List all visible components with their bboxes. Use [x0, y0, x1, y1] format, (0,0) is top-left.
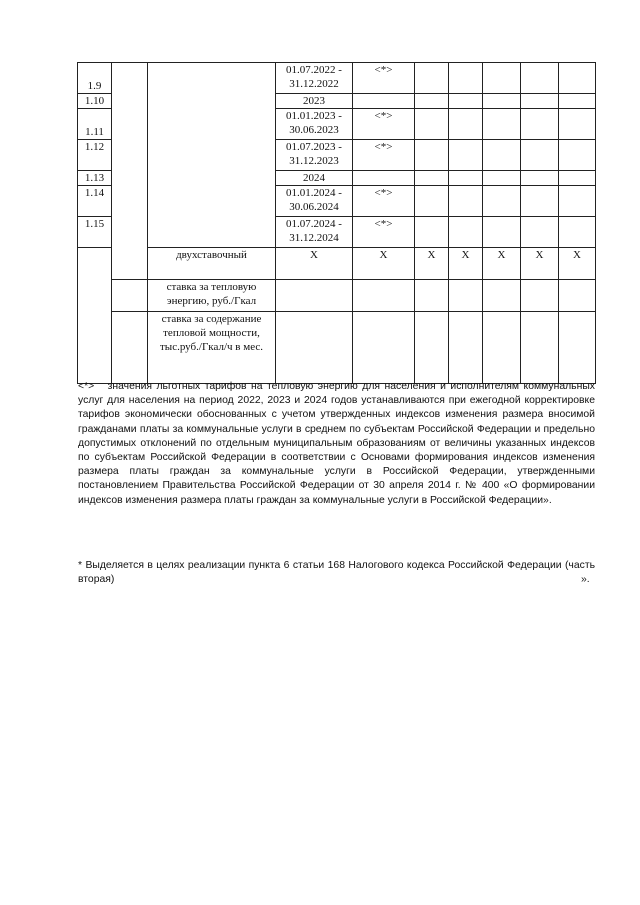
- blank-cell: [112, 312, 148, 384]
- x-mark: X: [483, 248, 521, 280]
- row-number: 1.10: [78, 94, 112, 109]
- value-cell: <*>: [353, 109, 415, 140]
- table-row: [78, 248, 596, 280]
- blank-cell: [78, 248, 112, 384]
- period-cell: 01.01.2024 - 30.06.2024: [276, 186, 353, 217]
- closing-quote: ».: [581, 574, 590, 585]
- x-mark: X: [353, 248, 415, 280]
- period-cell: 2024: [276, 171, 353, 186]
- blank-cell: [148, 63, 276, 248]
- x-mark: X: [415, 248, 449, 280]
- period-cell: 2023: [276, 94, 353, 109]
- value-cell: <*>: [353, 63, 415, 94]
- tariff-table: [77, 62, 596, 384]
- row-number: 1.11: [78, 109, 112, 140]
- row-number: 1.9: [78, 63, 112, 94]
- x-mark: X: [276, 248, 353, 280]
- table-row: [78, 63, 596, 94]
- x-mark: X: [521, 248, 559, 280]
- value-cell: <*>: [353, 140, 415, 171]
- row-number: 1.14: [78, 186, 112, 217]
- energy-rate-label: ставка за тепловую энергию, руб./Гкал: [148, 280, 276, 312]
- value-cell: <*>: [353, 217, 415, 248]
- two-rate-label: двухставочный: [148, 248, 276, 280]
- footnote-text: значения льготных тарифов на тепловую энергию для населения и исполнителям коммунальных услуг для населения на период 2022, 2023 и 2024 годов устанавливаются при ежегодной корректировке тарифов экономически обоснованных с учетом утвержденных индексов изменения размера вносимой гражданами платы за коммунальные услуги в среднем по субъектам Российской Федерации и предельно допустимых отклонений по отдельным муниципальным образованиям от величины указанных индексов по субъектам Российской Федерации в соответствии с Основами формирования индексов изменения размера платы граждан за коммунальные услуги в Российской Федерации, утвержденными постановлением Правительства Российской Федерации от 30 апреля 2014 г. № 400 «О формировании индексов изменения размера платы граждан за коммунальные услуги в Российской Федерации».: [78, 381, 595, 506]
- period-cell: 01.07.2024 - 31.12.2024: [276, 217, 353, 248]
- value-cell: <*>: [353, 186, 415, 217]
- row-number: 1.12: [78, 140, 112, 171]
- table-row: [78, 280, 596, 312]
- row-number: 1.15: [78, 217, 112, 248]
- footnote-asterisk: * Выделяется в целях реализации пункта 6 статьи 168 Налогового кодекса Российской Федерации (часть вторая): [78, 560, 595, 586]
- value-cell: [353, 94, 415, 109]
- value-cell: [353, 171, 415, 186]
- blank-cell: [112, 63, 148, 280]
- row-number: 1.13: [78, 171, 112, 186]
- capacity-rate-label: ставка за содержание тепловой мощности, тыс.руб./Гкал/ч в мес.: [148, 312, 276, 384]
- x-mark: X: [449, 248, 483, 280]
- footnote-marker: <*>: [78, 381, 95, 392]
- period-cell: 01.07.2022 - 31.12.2022: [276, 63, 353, 94]
- blank-cell: [112, 280, 148, 312]
- x-mark: X: [559, 248, 596, 280]
- period-cell: 01.01.2023 - 30.06.2023: [276, 109, 353, 140]
- table-row: [78, 312, 596, 384]
- footnote-star: [78, 380, 595, 508]
- period-cell: 01.07.2023 - 31.12.2023: [276, 140, 353, 171]
